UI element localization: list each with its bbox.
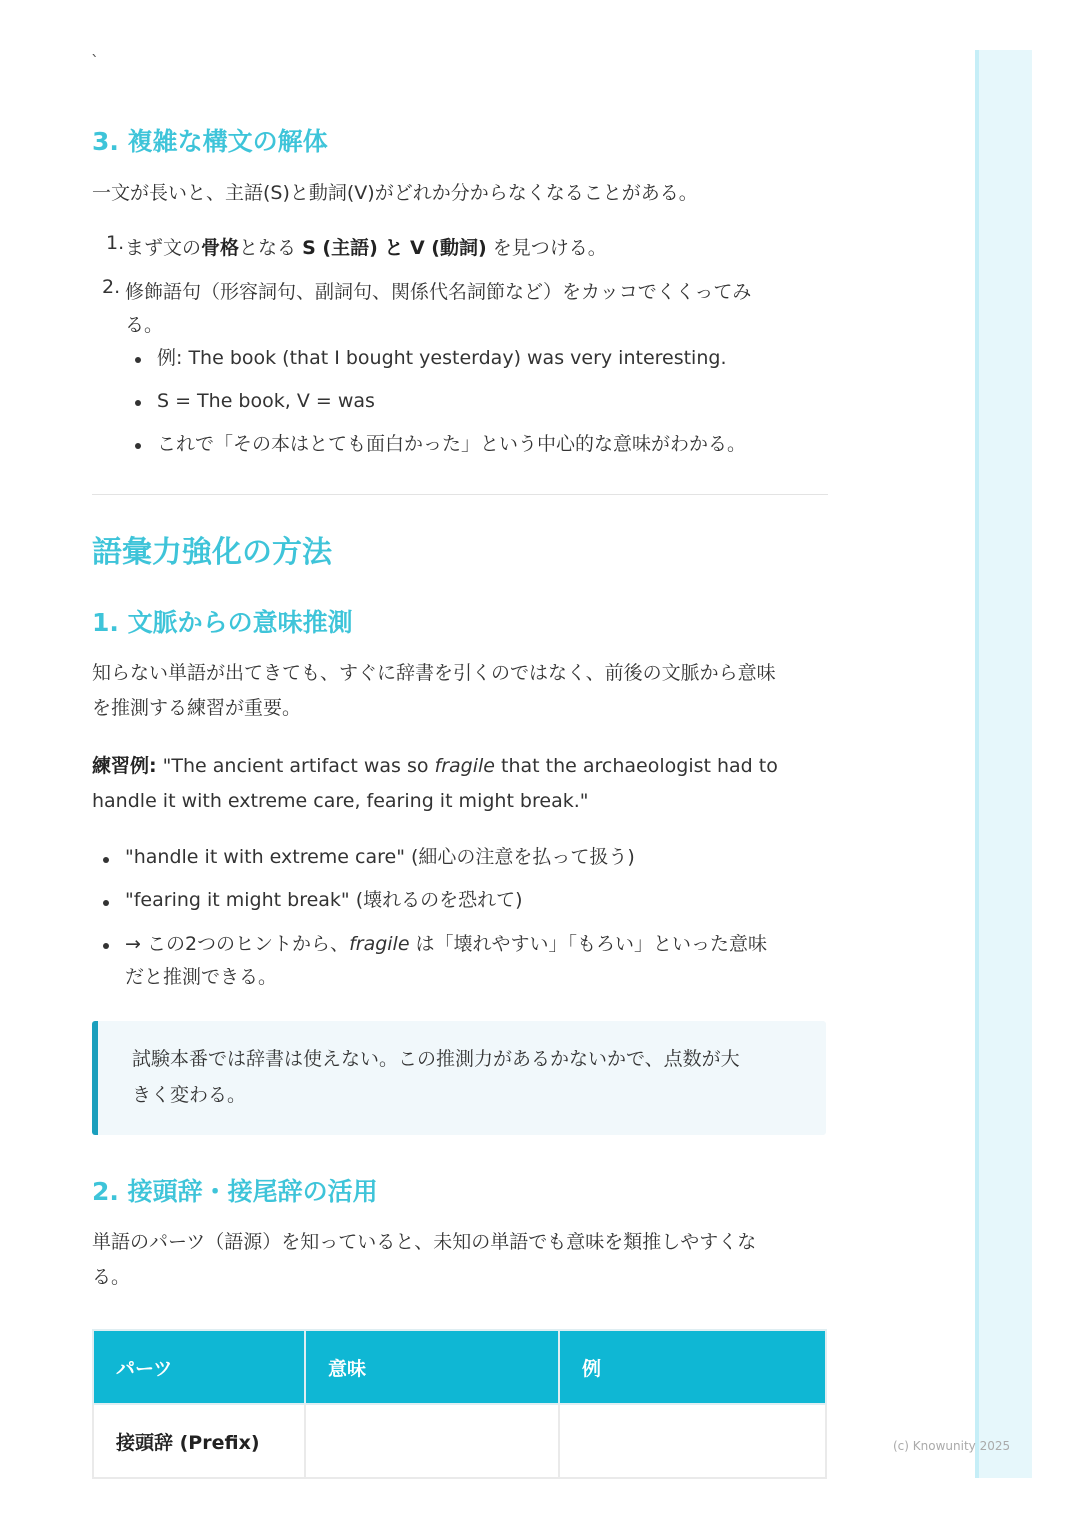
right-sidebar-panel [975, 50, 1032, 1478]
list-item-step2-line2: る。 [125, 314, 164, 336]
affix-intro-line2: る。 [92, 1266, 131, 1288]
affix-table [92, 1329, 827, 1479]
callout-line1: 試験本番では辞書は使えない。この推測力があるかないかで、点数が大 [132, 1048, 740, 1070]
section-divider [92, 494, 828, 495]
callout-line2: きく変わる。 [132, 1084, 247, 1106]
practice-example-line2: handle it with extreme care, fearing it might break." [92, 790, 589, 812]
sub-bullet-sv: S = The book, V = was [157, 390, 375, 412]
subheading-context-inference: 1. 文脈からの意味推測 [92, 608, 353, 637]
section-intro: 一文が長いと、主語(S)と動詞(V)がどれか分からなくなることがある。 [92, 182, 698, 204]
step1-text-2: となる [239, 237, 297, 259]
table-row [93, 1404, 826, 1478]
step1-bold-sv: S (主語) と V (動詞) [302, 237, 487, 259]
affix-intro-line1: 単語のパーツ（語源）を知っていると、未知の単語でも意味を類推しやすくな [92, 1231, 757, 1253]
bullet3-text: → この2つのヒントから、 [125, 933, 350, 955]
subheading-affixes: 2. 接頭辞・接尾辞の活用 [92, 1177, 378, 1206]
table-header-row [93, 1330, 826, 1404]
context-intro-line2: を推測する練習が重要。 [92, 697, 302, 719]
table-header-example: 例 [559, 1330, 826, 1404]
hint-bullet-2: "fearing it might break" (壊れるのを恐れて) [125, 889, 523, 911]
example-text-2: that the archaeologist had to [494, 755, 778, 777]
table-cell-meaning [305, 1404, 559, 1478]
bullet-dot [135, 357, 141, 363]
copyright-notice: (c) Knowunity 2025 [893, 1439, 1011, 1453]
section-heading-vocab: 語彙力強化の方法 [92, 535, 332, 570]
sub-bullet-example: 例: The book (that I bought yesterday) was very interesting. [157, 347, 727, 369]
list-number: 1. [106, 232, 125, 254]
practice-example-line1 [92, 749, 828, 784]
step1-bold-skeleton: 骨格 [201, 237, 240, 259]
bullet3-text-2: は「壊れやすい」「もろい」といった意味 [409, 933, 768, 955]
example-italic-word: fragile [434, 755, 495, 777]
sub-bullet-meaning: これで「その本はとても面白かった」という中心的な意味がわかる。 [157, 433, 747, 455]
list-number: 2. [102, 276, 121, 298]
stray-mark: ` [91, 52, 99, 71]
table-header-parts: パーツ [93, 1330, 305, 1404]
bullet-dot [103, 943, 109, 949]
table-header-meaning: 意味 [305, 1330, 559, 1404]
table-cell-part: 接頭辞 (Prefix) [93, 1404, 305, 1478]
section-heading-syntax: 3. 複雑な構文の解体 [92, 127, 328, 156]
list-item-step1 [125, 232, 607, 265]
context-intro-line1: 知らない単語が出てきても、すぐに辞書を引くのではなく、前後の文脈から意味 [92, 662, 776, 684]
list-item-step2-line1: 修飾語句（形容詞句、副詞句、関係代名詞節など）をカッコでくくってみ [125, 281, 752, 303]
step1-text: まず文の [125, 237, 202, 259]
bullet-dot [135, 400, 141, 406]
step1-text-3: を見つける。 [492, 237, 607, 259]
practice-example-label: 練習例: [92, 755, 157, 777]
callout-note-text [132, 1041, 802, 1113]
callout-note [92, 1021, 826, 1135]
bullet-dot [135, 443, 141, 449]
table-cell-example [559, 1404, 826, 1478]
hint-bullet-1: "handle it with extreme care" (細心の注意を払って扱う) [125, 846, 635, 868]
bullet3-italic-word: fragile [349, 933, 410, 955]
bullet-dot [103, 900, 109, 906]
hint-bullet-3-line1 [125, 928, 767, 961]
hint-bullet-3-line2: だと推測できる。 [125, 966, 278, 988]
example-text: "The ancient artifact was so [156, 755, 435, 777]
bullet-dot [103, 857, 109, 863]
